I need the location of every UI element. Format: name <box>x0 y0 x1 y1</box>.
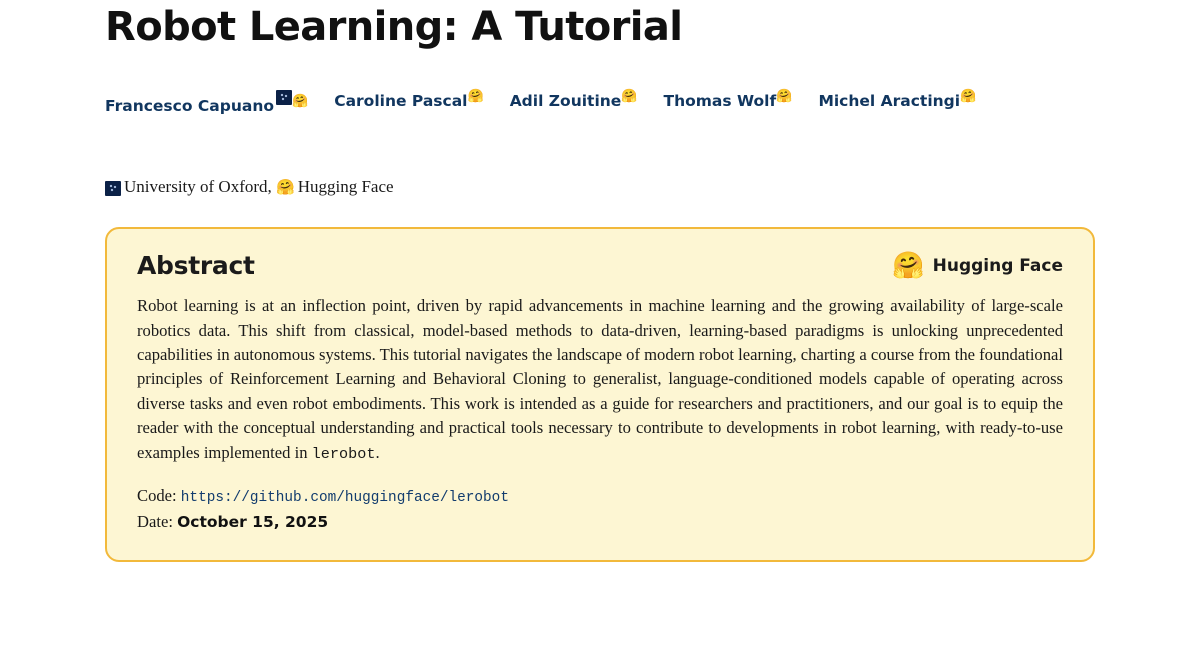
abstract-box <box>105 227 1095 562</box>
author-name: Adil Zouitine <box>509 92 622 111</box>
date-value: October 15, 2025 <box>177 513 329 531</box>
hugging-face-icon: 🤗 <box>892 250 925 281</box>
affiliation-name: University of Oxford, <box>124 177 272 197</box>
paper-content <box>105 0 1105 562</box>
author-list <box>105 90 1105 115</box>
code-row <box>137 484 1063 510</box>
date-row <box>137 510 1063 534</box>
abstract-inline-code: lerobot <box>311 444 376 463</box>
author-name: Caroline Pascal <box>334 92 468 111</box>
hugging-face-badge-label: Hugging Face <box>932 255 1063 276</box>
affiliation-list <box>105 177 1105 197</box>
oxford-badge-icon <box>276 90 292 105</box>
arxiv-stamp <box>0 0 95 648</box>
author-item <box>510 90 638 110</box>
abstract-meta <box>137 484 1063 534</box>
abstract-header <box>137 251 1063 280</box>
abstract-text <box>137 294 1063 466</box>
author-item <box>334 90 483 110</box>
author-name: Francesco Capuano <box>105 97 275 116</box>
author-item <box>818 90 976 110</box>
code-link[interactable]: https://github.com/huggingface/lerobot <box>180 490 509 506</box>
hugging-face-icon: 🤗 <box>621 89 638 104</box>
abstract-text-part2: . <box>375 442 380 462</box>
abstract-text-part1: Robot learning is at an inflection point, driven by rapid advancements in machine learning and the growing availability of large-scale robotics data. This shift from classical, model-based methods to data-driven, learning-based paradigms is unlocking unprecedented capabilities in autonomous systems. This tutorial navigates the landscape of modern robot learning, charting a course from the foundational principles of Reinforcement Learning and Behavioral Cloning to generalist, language-conditioned models capable of operating across diverse tasks and even robot embodiments. This work is intended as a guide for researchers and practitioners, and our goal is to equip the reader with the conceptual understanding and practical tools necessary to contribute to developments in robot learning, with ready-to-use examples implemented in <box>137 296 1063 462</box>
hugging-face-badge <box>892 250 1063 281</box>
hugging-face-icon: 🤗 <box>776 89 793 104</box>
hugging-face-icon: 🤗 <box>292 94 309 109</box>
abstract-heading: Abstract <box>137 251 255 281</box>
author-item <box>664 90 793 110</box>
hugging-face-icon: 🤗 <box>960 89 977 104</box>
date-label: Date: <box>137 512 173 531</box>
code-label: Code: <box>137 486 177 505</box>
author-name: Thomas Wolf <box>663 92 777 111</box>
affiliation-name: Hugging Face <box>297 177 394 197</box>
hugging-face-icon: 🤗 <box>276 179 295 196</box>
oxford-badge-icon <box>105 181 121 196</box>
hugging-face-icon: 🤗 <box>467 89 484 104</box>
page-title: Robot Learning: A Tutorial <box>105 4 683 50</box>
author-name: Michel Aractingi <box>818 92 961 111</box>
author-item <box>105 90 308 115</box>
